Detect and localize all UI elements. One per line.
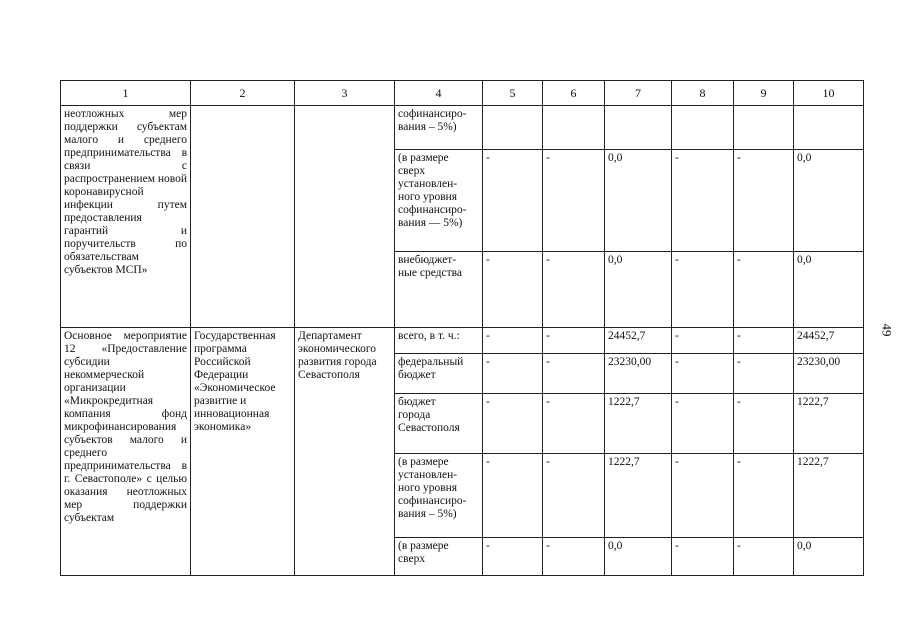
header-col-10: 10 [794,81,864,106]
value-col-8: - [672,394,734,454]
value-col-9: - [734,150,794,252]
header-col-9: 9 [734,81,794,106]
value-col-6: - [543,328,605,354]
value-col-7 [605,106,672,150]
funding-source: (в размере сверх [395,538,483,576]
value-col-10: 1222,7 [794,454,864,538]
value-col-5: - [483,252,543,328]
value-col-5: - [483,328,543,354]
value-col-9: - [734,328,794,354]
value-col-5: - [483,454,543,538]
value-col-5: - [483,354,543,394]
value-col-7: 0,0 [605,150,672,252]
value-col-6 [543,106,605,150]
value-col-6: - [543,354,605,394]
value-col-9: - [734,538,794,576]
value-col-9: - [734,354,794,394]
value-col-10: 1222,7 [794,394,864,454]
header-col-6: 6 [543,81,605,106]
header-col-1: 1 [61,81,191,106]
value-col-7: 23230,00 [605,354,672,394]
header-col-3: 3 [295,81,395,106]
table-row [61,328,864,354]
value-col-10: 0,0 [794,252,864,328]
value-col-9: - [734,454,794,538]
value-col-8: - [672,538,734,576]
value-col-6: - [543,538,605,576]
value-col-8: - [672,328,734,354]
page-number: 49 [879,323,895,337]
value-col-5 [483,106,543,150]
value-col-10: 24452,7 [794,328,864,354]
value-col-9: - [734,394,794,454]
value-col-9 [734,106,794,150]
value-col-7: 1222,7 [605,394,672,454]
funding-source: внебюджет- ные средства [395,252,483,328]
value-col-10: 0,0 [794,538,864,576]
value-col-7: 24452,7 [605,328,672,354]
program-cell [191,106,295,328]
funding-source: (в размере сверх установлен- ного уровня софинансиро- вания — 5%) [395,150,483,252]
value-col-7: 0,0 [605,252,672,328]
value-col-8: - [672,454,734,538]
program-cell: Государственная программа Российской Федерации «Экономическое развитие и инновационная экономика» [191,328,295,576]
header-col-4: 4 [395,81,483,106]
header-col-7: 7 [605,81,672,106]
value-col-8: - [672,354,734,394]
value-col-10: 23230,00 [794,354,864,394]
value-col-6: - [543,150,605,252]
program-table [60,80,864,576]
funding-source: всего, в т. ч.: [395,328,483,354]
value-col-7: 1222,7 [605,454,672,538]
executor-cell: Департамент экономического развития города Севастополя [295,328,395,576]
value-col-7: 0,0 [605,538,672,576]
value-col-8: - [672,150,734,252]
value-col-5: - [483,394,543,454]
value-col-8: - [672,252,734,328]
value-col-6: - [543,454,605,538]
value-col-6: - [543,394,605,454]
header-col-5: 5 [483,81,543,106]
funding-source: софинансиро- вания – 5%) [395,106,483,150]
header-col-8: 8 [672,81,734,106]
funding-source: бюджет города Севастополя [395,394,483,454]
value-col-10: 0,0 [794,150,864,252]
header-row [61,81,864,106]
header-col-2: 2 [191,81,295,106]
value-col-6: - [543,252,605,328]
executor-cell [295,106,395,328]
table-row [61,106,864,150]
measure-description: Основное мероприятие 12 «Предоставление субсидии некоммерческой организации «Микрокредитная компания фонд микрофинансирования субъектов малого и среднего предпринимательства в г. Севастополе» с целью оказания неотложных мер поддержки субъектам [61,328,191,576]
value-col-8 [672,106,734,150]
value-col-9: - [734,252,794,328]
funding-source: федеральный бюджет [395,354,483,394]
value-col-5: - [483,150,543,252]
funding-source: (в размере установлен- ного уровня софинансиро- вания – 5%) [395,454,483,538]
measure-description: неотложных мер поддержки субъектам малого и среднего предпринимательства в связи с распространением новой коронавирусной инфекции путем предоставления гарантий и поручительств по обязательствам субъектов МСП» [61,106,191,328]
value-col-10 [794,106,864,150]
value-col-5: - [483,538,543,576]
